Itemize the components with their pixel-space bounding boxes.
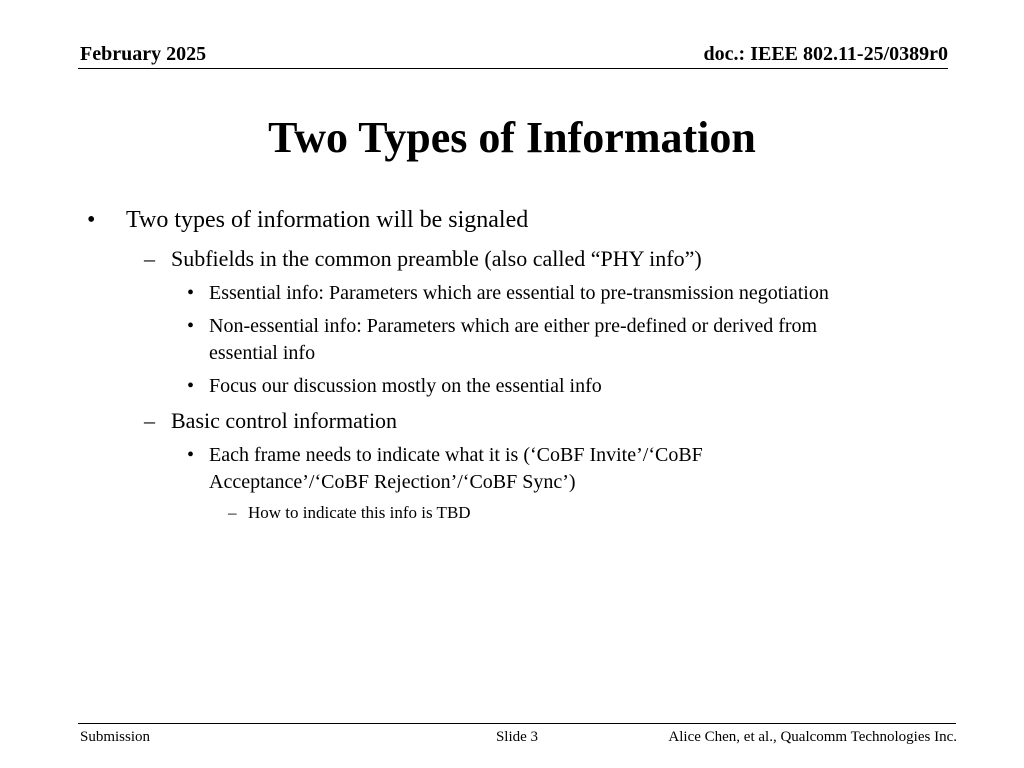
bullet-level2-text: Basic control information — [171, 408, 398, 433]
footer-submission: Submission — [80, 729, 151, 745]
bullet-level1-text: Two types of information will be signaled — [126, 207, 529, 233]
bullet-marker: • — [187, 375, 195, 397]
dash-marker: – — [144, 408, 155, 433]
bullet-level3-text: Non-essential info: Parameters which are either pre-defined or derived from — [209, 315, 818, 337]
dash-marker: – — [228, 503, 237, 522]
footer-authors: Alice Chen, et al., Qualcomm Technologies Inc. — [668, 729, 957, 745]
bullet-level2-text: Subfields in the common preamble (also called “PHY info”) — [171, 246, 702, 271]
header-rule — [78, 68, 948, 69]
bullet-level3-text-continued: Acceptance’/‘CoBF Rejection’/‘CoBF Sync’) — [209, 471, 576, 493]
bullet-level3-text-continued: essential info — [209, 342, 316, 364]
footer-rule — [78, 723, 956, 724]
header-doc-id: doc.: IEEE 802.11-25/0389r0 — [703, 43, 948, 65]
bullet-marker: • — [187, 315, 195, 337]
bullet-marker: • — [187, 444, 195, 466]
bullet-level3-text: Essential info: Parameters which are essential to pre-transmission negotiation — [209, 282, 829, 304]
bullet-level4-text: How to indicate this info is TBD — [248, 503, 471, 522]
bullet-marker: • — [187, 282, 195, 304]
dash-marker: – — [144, 246, 155, 271]
bullet-level3-text: Focus our discussion mostly on the essential info — [209, 375, 602, 397]
footer-slide-number: Slide 3 — [495, 729, 539, 745]
bullet-level3-text: Each frame needs to indicate what it is (‘CoBF Invite’/‘CoBF — [209, 444, 703, 466]
slide-title: Two Types of Information — [268, 113, 756, 162]
bullet-marker: • — [87, 207, 96, 233]
header-date: February 2025 — [80, 43, 207, 65]
